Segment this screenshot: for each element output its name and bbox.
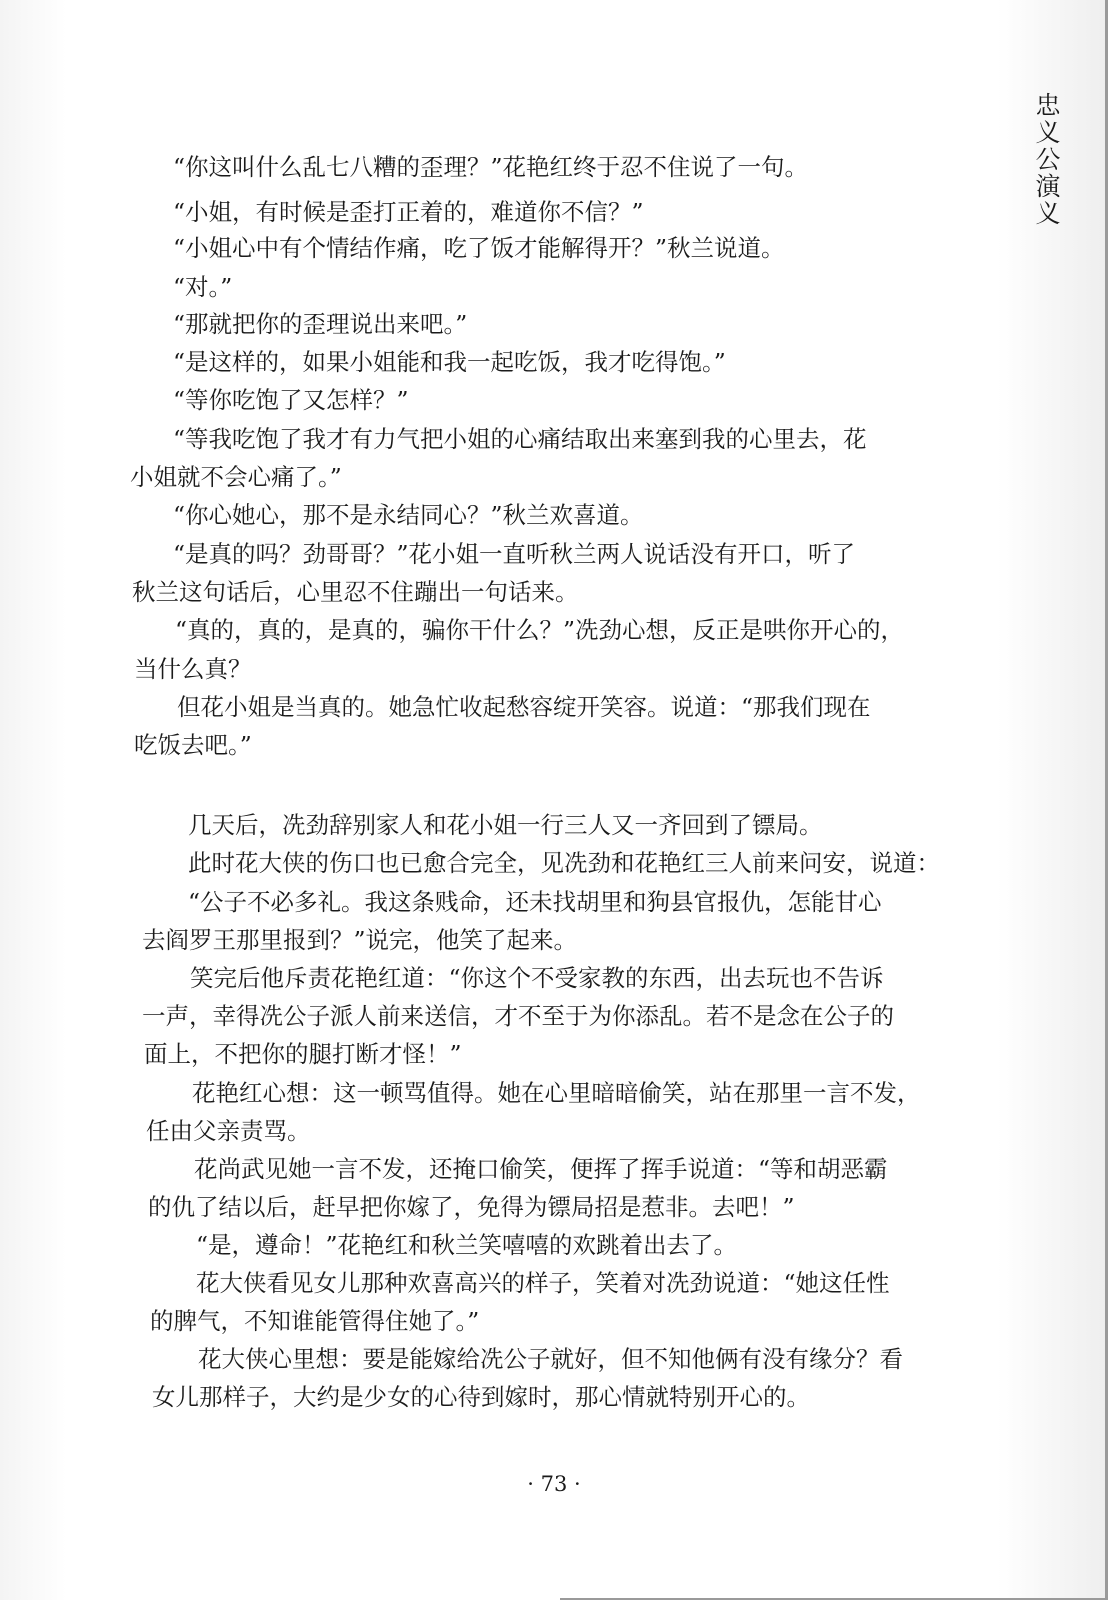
page-number: · 73 · bbox=[527, 1472, 581, 1496]
text-line: “是这样的，如果小姐能和我一起吃饭，我才吃得饱。” bbox=[173, 348, 726, 376]
text-line: 的脾气，不知谁能管得住她了。” bbox=[150, 1307, 480, 1335]
text-line: “等我吃饱了我才有力气把小姐的心痛结取出来塞到我的心里去，花 bbox=[173, 425, 867, 453]
text-line: “是，遵命！”花艳红和秋兰笑嘻嘻的欢跳着出去了。 bbox=[196, 1231, 738, 1259]
text-line: 花尚武见她一言不发，还掩口偷笑，便挥了挥手说道：“等和胡恶霸 bbox=[194, 1155, 888, 1183]
text-line: 几天后，冼劲辞别家人和花小姐一行三人又一齐回到了镖局。 bbox=[188, 811, 823, 839]
text-line: 去阎罗王那里报到？”说完，他笑了起来。 bbox=[142, 926, 578, 954]
text-line: “小姐心中有个情结作痛，吃了饭才能解得开？”秋兰说道。 bbox=[173, 234, 785, 262]
text-line: 笑完后他斥责花艳红道：“你这个不受家教的东西，出去玩也不告诉 bbox=[190, 964, 884, 992]
text-line: “公子不必多礼。我这条贱命，还未找胡里和狗县官报仇，怎能甘心 bbox=[188, 888, 882, 916]
text-line: “是真的吗？劲哥哥？”花小姐一直听秋兰两人说话没有开口，听了 bbox=[173, 540, 856, 568]
text-line: 花大侠心里想：要是能嫁给冼公子就好，但不知他俩有没有缘分？看 bbox=[198, 1345, 903, 1373]
running-title: 忠义公演义 bbox=[1032, 92, 1061, 227]
text-line: “对。” bbox=[173, 273, 233, 301]
text-line: “真的，真的，是真的，骗你干什么？”冼劲心想，反正是哄你开心的， bbox=[175, 616, 905, 644]
text-line: “你这叫什么乱七八糟的歪理？”花艳红终于忍不住说了一句。 bbox=[173, 153, 809, 181]
text-line: 一声，幸得冼公子派人前来送信，才不至于为你添乱。若不是念在公子的 bbox=[142, 1002, 894, 1030]
text-line: “等你吃饱了又怎样？” bbox=[173, 386, 409, 414]
text-line: 女儿那样子，大约是少女的心待到嫁时，那心情就特别开心的。 bbox=[152, 1383, 810, 1411]
text-line: “小姐，有时候是歪打正着的，难道你不信？” bbox=[173, 198, 644, 226]
text-line: “你心她心，那不是永结同心？”秋兰欢喜道。 bbox=[173, 501, 644, 529]
text-line: 但花小姐是当真的。她急忙收起愁容绽开笑容。说道：“那我们现在 bbox=[177, 693, 871, 721]
text-line: 当什么真？ bbox=[134, 655, 252, 683]
text-line: 小姐就不会心痛了。” bbox=[130, 463, 342, 491]
text-line: 此时花大侠的伤口也已愈合完全，见冼劲和花艳红三人前来问安，说道： bbox=[188, 849, 940, 877]
text-line: 的仇了结以后，赶早把你嫁了，免得为镖局招是惹非。去吧！” bbox=[148, 1193, 795, 1221]
text-line: 吃饭去吧。” bbox=[134, 731, 252, 759]
text-line: 秋兰这句话后，心里忍不住蹦出一句话来。 bbox=[132, 578, 579, 606]
text-line: 花艳红心想：这一顿骂值得。她在心里暗暗偷笑，站在那里一言不发， bbox=[192, 1079, 921, 1107]
text-line: “那就把你的歪理说出来吧。” bbox=[173, 310, 468, 338]
text-line: 任由父亲责骂。 bbox=[146, 1117, 311, 1145]
text-line: 花大侠看见女儿那种欢喜高兴的样子，笑着对冼劲说道：“她这任性 bbox=[196, 1269, 890, 1297]
text-line: 面上，不把你的腿打断才怪！” bbox=[144, 1040, 462, 1068]
